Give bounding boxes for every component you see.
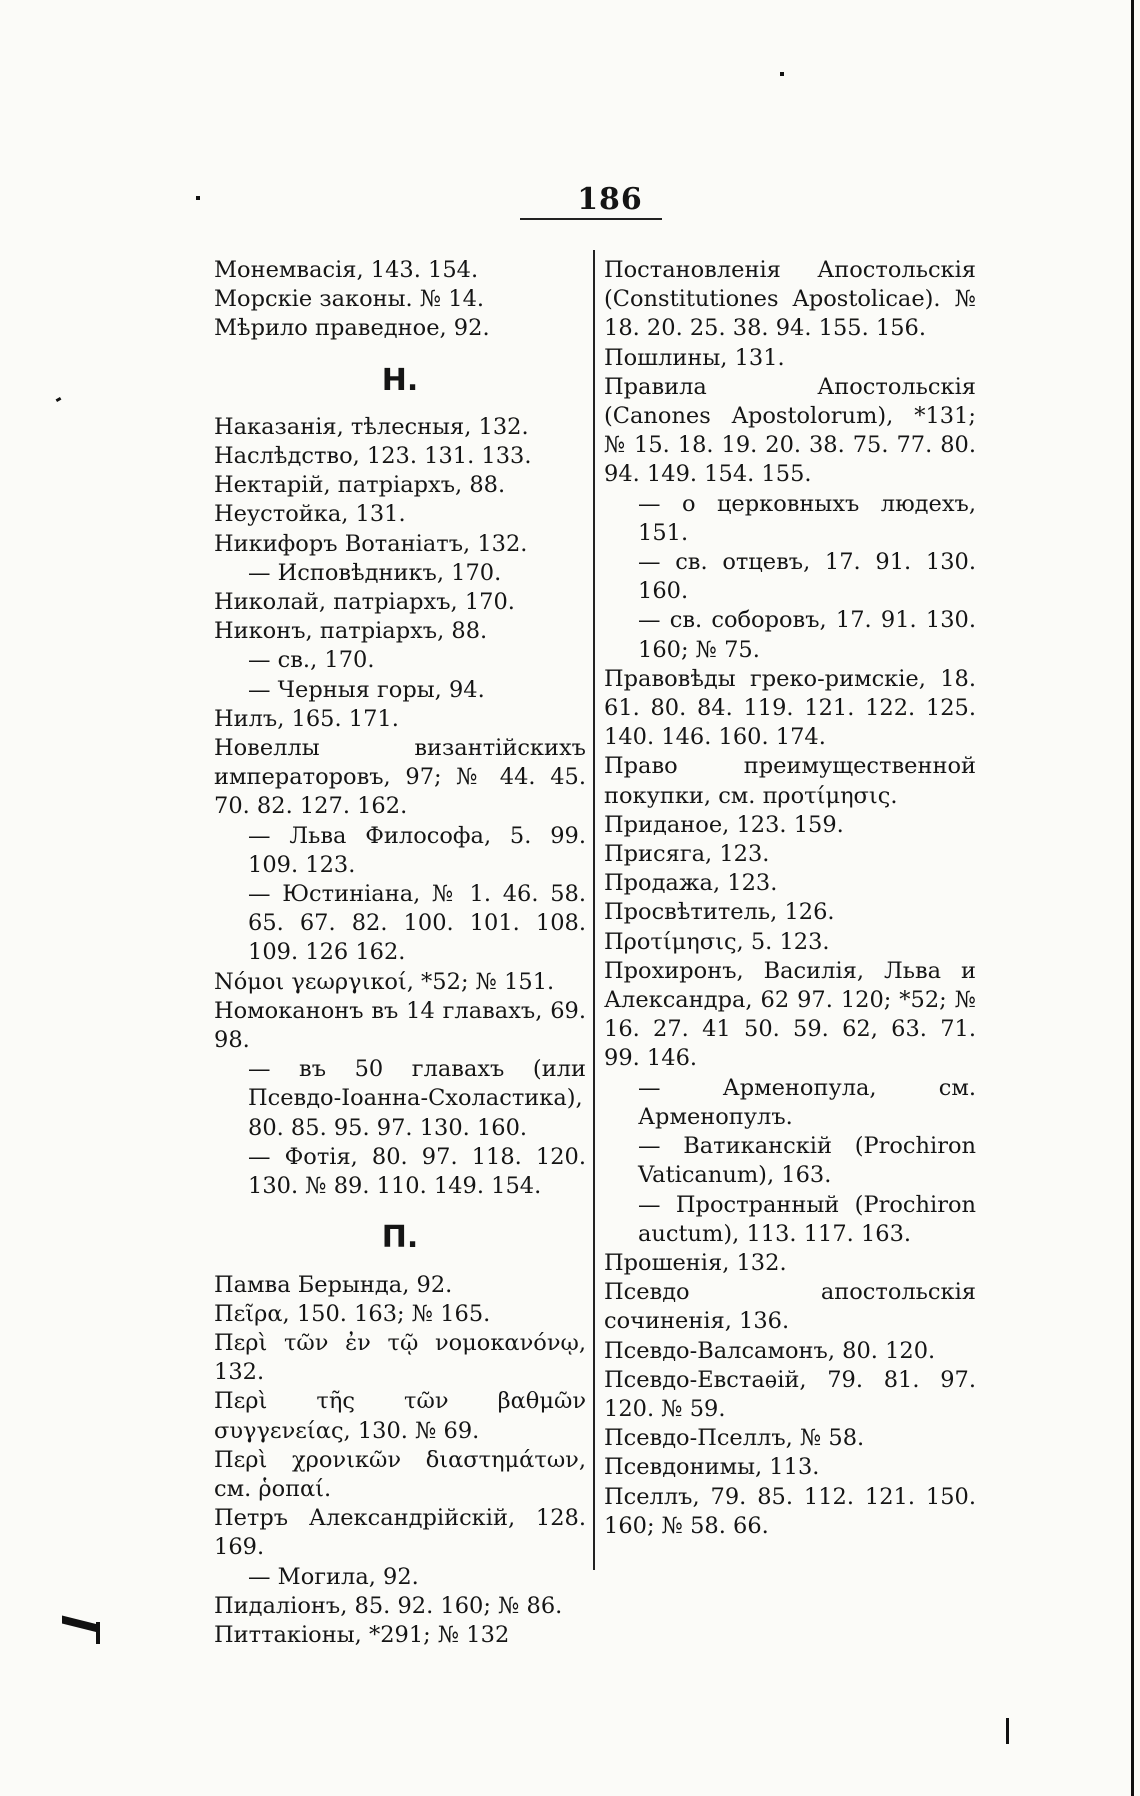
- index-entry: Никонъ, патріархъ, 88.: [214, 618, 488, 645]
- index-entry: Наказанія, тѣлесныя, 132.: [214, 413, 529, 440]
- left-entries-m: [214, 256, 586, 344]
- index-entry: Номоканонъ въ 14 главахъ, 69. 98.: [214, 997, 586, 1054]
- margin-speck-2: [780, 72, 784, 76]
- column-divider: [593, 250, 595, 1570]
- index-entry: Постановленія Апостольскія (Constitutiones Apostolicae). № 18. 20. 25. 38. 94. 155. 156.: [604, 257, 976, 342]
- index-entry: — Черныя горы, 94.: [248, 676, 485, 703]
- index-entry: Право преимущественной покупки, см. προτίμησις.: [604, 753, 976, 809]
- index-entry: — Фотія, 80. 97. 118. 120. 130. № 89. 110. 149. 154.: [248, 1143, 586, 1200]
- index-entry: — св. соборовъ, 17. 91. 130. 160; № 75.: [638, 607, 976, 663]
- index-entry: Приданое, 123. 159.: [604, 811, 844, 838]
- index-entry: Питтакіоны, *291; № 132: [214, 1621, 510, 1648]
- index-entry: Псевдо-Евстаѳій, 79. 81. 97. 120. № 59.: [604, 1366, 976, 1422]
- index-entry: Монемвасія, 143. 154.: [214, 257, 479, 283]
- index-entry: Псевдо-Валсамонъ, 80. 120.: [604, 1337, 936, 1364]
- index-entry: — Ватиканскій (Prochiron Vaticanum), 163.: [638, 1133, 976, 1189]
- right-column: [604, 256, 976, 1541]
- index-entry: — въ 50 главахъ (или Псевдо-Іоанна-Схоластика), 80. 85. 95. 97. 130. 160.: [248, 1056, 586, 1141]
- index-entry: — о церковныхъ людехъ, 151.: [638, 490, 976, 546]
- index-entry: Πεῖρα, 150. 163; № 165.: [214, 1300, 491, 1327]
- section-heading-p: П.: [381, 1220, 419, 1256]
- index-entry: Наслѣдство, 123. 131. 133.: [214, 443, 532, 470]
- index-entry: Περὶ τῶν ἐν τῷ νομοκανόνῳ, 132.: [214, 1329, 586, 1386]
- section-heading-n: Н.: [381, 362, 419, 398]
- index-entry: — Могила, 92.: [248, 1563, 419, 1590]
- index-entry: Петръ Александрійскій, 128. 169.: [214, 1505, 586, 1561]
- left-entries-p: [214, 1271, 586, 1651]
- index-entry: — Юстиніана, № 1. 46. 58. 65. 67. 82. 100. 101. 108. 109. 126 162.: [248, 881, 586, 966]
- index-entry: — св. отцевъ, 17. 91. 130. 160.: [638, 549, 976, 605]
- index-entry: Περὶ χρονικῶν διαστημάτων, см. ῥοπαί.: [214, 1446, 586, 1502]
- index-entry: Мѣрило праведное, 92.: [214, 315, 490, 342]
- index-entry: Новеллы византійскихъ императоровъ, 97; № 44. 45. 70. 82. 127. 162.: [214, 735, 586, 820]
- index-entry: — Арменопула, см. Арменопулъ.: [638, 1074, 976, 1130]
- index-entry: Николай, патріархъ, 170.: [214, 589, 515, 616]
- left-column: [214, 256, 586, 1650]
- index-entry: Псевдо апостольскія сочиненія, 136.: [604, 1279, 976, 1335]
- index-entry: Просвѣтитель, 126.: [604, 899, 835, 926]
- margin-speck-4: [96, 1622, 100, 1644]
- page-number: 186: [577, 182, 643, 217]
- index-entry: Псевдонимы, 113.: [604, 1454, 820, 1481]
- index-entry: Памва Берында, 92.: [214, 1271, 453, 1298]
- index-entry: — Льва Философа, 5. 99. 109. 123.: [248, 822, 586, 878]
- index-entry: Περὶ τῆς τῶν βαθμῶν συγγενείας, 130. № 69.: [214, 1388, 586, 1444]
- index-entry: — Исповѣдникъ, 170.: [248, 559, 502, 586]
- index-entry: Пошлины, 131.: [604, 344, 785, 371]
- index-entry: Правила Апостольскія (Canones Apostolorum), *131; № 15. 18. 19. 20. 38. 75. 77. 80. 94. 149. 154. 155.: [604, 373, 976, 488]
- index-entry: Правовѣды греко-римскіе, 18. 61. 80. 84. 119. 121. 122. 125. 140. 146. 160. 174.: [604, 665, 976, 751]
- index-entry: Продажа, 123.: [604, 870, 778, 897]
- index-entry: Морскіе законы. № 14.: [214, 286, 485, 313]
- left-entries-n: [214, 413, 586, 1201]
- index-entry: Псевдо-Пселлъ, № 58.: [604, 1425, 865, 1452]
- index-entry: Прошенія, 132.: [604, 1249, 787, 1276]
- index-entry: Нилъ, 165. 171.: [214, 705, 399, 732]
- index-entry: Пселлъ, 79. 85. 112. 121. 150. 160; № 58. 66.: [604, 1483, 976, 1539]
- corner-mark: [62, 1616, 98, 1633]
- margin-speck-3: [56, 397, 62, 402]
- header-rule: [520, 218, 662, 220]
- index-entry: Νόμοι γεωργικοί, *52; № 151.: [214, 968, 555, 995]
- index-entry: — св., 170.: [248, 647, 375, 674]
- index-entry: Неустойка, 131.: [214, 501, 406, 528]
- margin-speck-1: [196, 196, 200, 200]
- page-edge-line: [1131, 0, 1134, 1796]
- index-entry: Никифоръ Вотаніатъ, 132.: [214, 530, 528, 557]
- right-entries: [604, 256, 976, 1541]
- index-entry: Прохиронъ, Василія, Льва и Александра, 62 97. 120; *52; № 16. 27. 41 50. 59. 62, 63. 71. 99. 146.: [604, 957, 976, 1072]
- margin-speck-5: [1006, 1718, 1009, 1744]
- index-entry: Пидаліонъ, 85. 92. 160; № 86.: [214, 1592, 563, 1619]
- index-entry: Нектарій, патріархъ, 88.: [214, 472, 506, 499]
- index-entry: Присяга, 123.: [604, 841, 770, 868]
- index-entry: — Пространный (Prochiron auctum), 113. 117. 163.: [638, 1191, 976, 1247]
- index-entry: Προτίμησις, 5. 123.: [604, 928, 830, 955]
